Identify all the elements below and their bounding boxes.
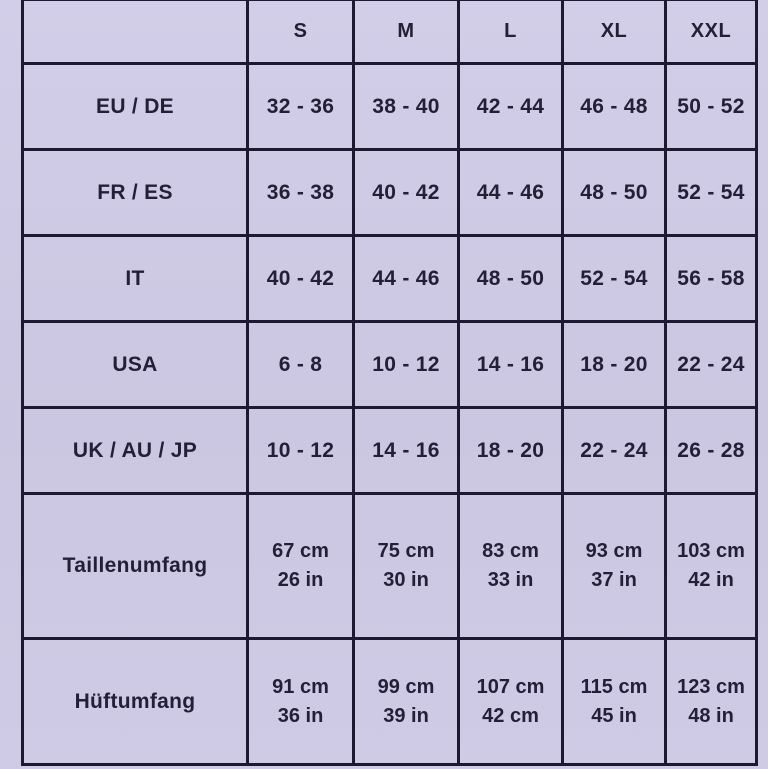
measure-in: 26 in — [277, 569, 324, 591]
size-cell: 52 - 54 — [666, 150, 757, 236]
measure-cm: 99 cm — [377, 675, 435, 698]
measure-cell — [354, 639, 459, 765]
table-row-uk-au-jp — [23, 408, 757, 494]
measure-in: 33 in — [487, 569, 534, 591]
measure-in: 36 in — [277, 704, 324, 727]
row-label-taillenumfang: Taillenumfang — [23, 494, 248, 639]
size-cell: 6 - 8 — [248, 322, 354, 408]
size-cell: 10 - 12 — [354, 322, 459, 408]
measure-cm: 91 cm — [272, 675, 329, 698]
row-label-uk-au-jp: UK / AU / JP — [23, 408, 248, 494]
size-cell: 32 - 36 — [248, 64, 354, 150]
size-cell: 56 - 58 — [666, 236, 757, 322]
col-header-xxl: XXL — [666, 0, 757, 64]
size-cell: 18 - 20 — [563, 322, 666, 408]
table-row-taillenumfang — [23, 494, 757, 639]
measure-cm: 83 cm — [482, 540, 539, 562]
size-cell: 14 - 16 — [354, 408, 459, 494]
size-cell: 46 - 48 — [563, 64, 666, 150]
row-label-hueftumfang: Hüftumfang — [23, 639, 248, 765]
size-cell: 44 - 46 — [354, 236, 459, 322]
corner-cell — [23, 0, 248, 64]
size-cell: 14 - 16 — [459, 322, 563, 408]
header-row — [23, 0, 757, 64]
measure-cell — [459, 639, 563, 765]
measure-cell — [666, 494, 757, 639]
size-cell: 22 - 24 — [666, 322, 757, 408]
measure-in: 39 in — [383, 704, 429, 727]
table-row-it — [23, 236, 757, 322]
size-chart-table — [21, 0, 758, 766]
row-label-eu-de: EU / DE — [23, 64, 248, 150]
measure-cell — [354, 494, 459, 639]
size-cell: 18 - 20 — [459, 408, 563, 494]
size-cell: 10 - 12 — [248, 408, 354, 494]
size-cell: 40 - 42 — [248, 236, 354, 322]
row-label-it: IT — [23, 236, 248, 322]
table-row-fr-es — [23, 150, 757, 236]
row-label-usa: USA — [23, 322, 248, 408]
size-cell: 44 - 46 — [459, 150, 563, 236]
size-cell: 22 - 24 — [563, 408, 666, 494]
row-label-fr-es: FR / ES — [23, 150, 248, 236]
col-header-l: L — [459, 0, 563, 64]
measure-in: 30 in — [383, 569, 429, 591]
measure-cell — [666, 639, 757, 765]
measure-cm: 75 cm — [377, 540, 435, 562]
measure-cell — [563, 494, 666, 639]
size-cell: 48 - 50 — [563, 150, 666, 236]
size-cell: 48 - 50 — [459, 236, 563, 322]
table-row-hueftumfang — [23, 639, 757, 765]
measure-cell — [248, 494, 354, 639]
size-cell: 42 - 44 — [459, 64, 563, 150]
measure-in: 37 in — [591, 569, 637, 591]
measure-cm: 103 cm — [677, 540, 745, 562]
size-cell: 26 - 28 — [666, 408, 757, 494]
size-cell: 52 - 54 — [563, 236, 666, 322]
size-cell: 50 - 52 — [666, 64, 757, 150]
measure-cm: 115 cm — [580, 675, 648, 698]
size-cell: 38 - 40 — [354, 64, 459, 150]
size-cell: 36 - 38 — [248, 150, 354, 236]
measure-cm: 107 cm — [476, 675, 545, 698]
measure-cm: 93 cm — [585, 540, 643, 562]
col-header-s: S — [248, 0, 354, 64]
size-cell: 40 - 42 — [354, 150, 459, 236]
measure-cell — [459, 494, 563, 639]
table-row-eu-de — [23, 64, 757, 150]
measure-cell — [563, 639, 666, 765]
measure-cm: 123 cm — [677, 675, 745, 698]
measure-in: 42 in — [688, 569, 734, 591]
table-row-usa — [23, 322, 757, 408]
col-header-xl: XL — [563, 0, 666, 64]
measure-in: 45 in — [591, 704, 637, 727]
measure-in: 48 in — [688, 704, 734, 727]
measure-cm: 67 cm — [272, 540, 329, 562]
measure-in: 42 cm — [482, 704, 539, 727]
col-header-m: M — [354, 0, 459, 64]
measure-cell — [248, 639, 354, 765]
